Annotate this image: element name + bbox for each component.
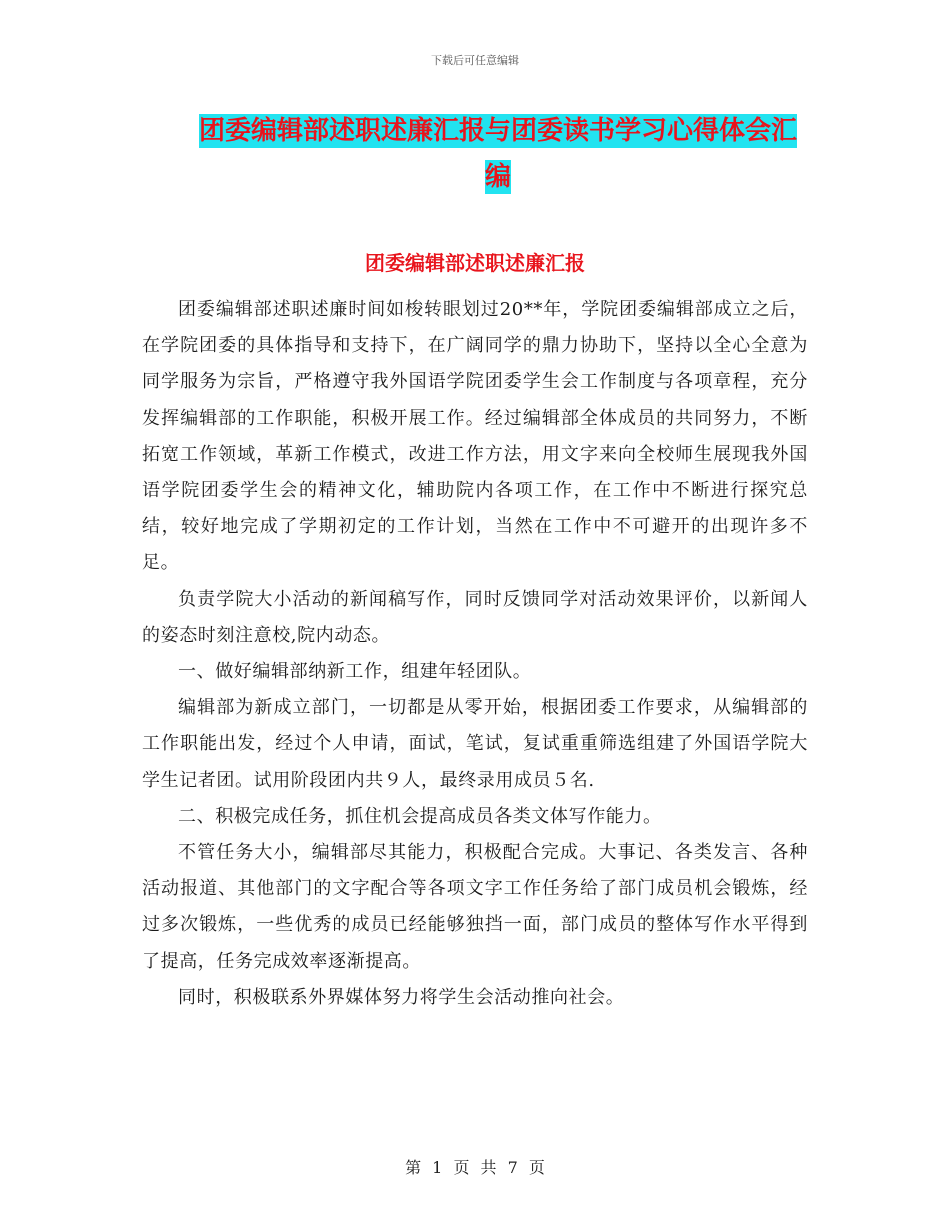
paragraph: 同时，积极联系外界媒体努力将学生会活动推向社会。	[178, 986, 625, 1008]
paragraph: 二、积极完成任务，抓住机会提高成员各类文体写作能力。	[178, 805, 662, 827]
document-title-text: 团委编辑部述职述廉汇报与团委读书学习心得体会汇编	[198, 116, 797, 192]
paragraph: 负责学院大小活动的新闻稿写作，同时反馈同学对活动效果评价，以新闻人的姿态时刻注意校,院内动态。	[142, 588, 808, 646]
document-title	[190, 108, 806, 200]
paragraph: 团委编辑部述职述廉时间如梭转眼划过20**年，学院团委编辑部成立之后，在学院团委的具体指导和支持下，在广阔同学的鼎力协助下，坚持以全心全意为同学服务为宗旨，严格遵守我外国语学院团委学生会工作制度与各项章程，充分发挥编辑部的工作职能，积极开展工作。经过编辑部全体成员的共同努力，不断拓宽工作领域，革新工作模式，改进工作方法，用文字来向全校师生展现我外国语学院团委学生会的精神文化，辅助院内各项工作，在工作中不断进行探究总结，较好地完成了学期初定的工作计划，当然在工作中不可避开的出现许多不足。	[142, 299, 808, 574]
paragraph: 一、做好编辑部纳新工作，组建年轻团队。	[178, 661, 532, 683]
paragraph: 编辑部为新成立部门，一切都是从零开始，根据团委工作要求，从编辑部的工作职能出发，经过个人申请，面试，笔试，复试重重筛选组建了外国语学院大学生记者团。试用阶段团内共９人，最终录用成员５名.	[142, 697, 808, 791]
section-title: 团委编辑部述职述廉汇报	[365, 251, 585, 275]
page-number: 第 1 页 共 7 页	[405, 1158, 545, 1177]
header-note: 下载后可任意编辑	[431, 54, 519, 67]
document-body	[142, 292, 808, 1016]
paragraph: 不管任务大小，编辑部尽其能力，积极配合完成。大事记、各类发言、各种活动报道、其他部门的文字配合等各项文字工作任务给了部门成员机会锻炼，经过多次锻炼，一些优秀的成员已经能够独挡一面，部门成员的整体写作水平得到了提高，任务完成效率逐渐提高。	[142, 842, 808, 972]
